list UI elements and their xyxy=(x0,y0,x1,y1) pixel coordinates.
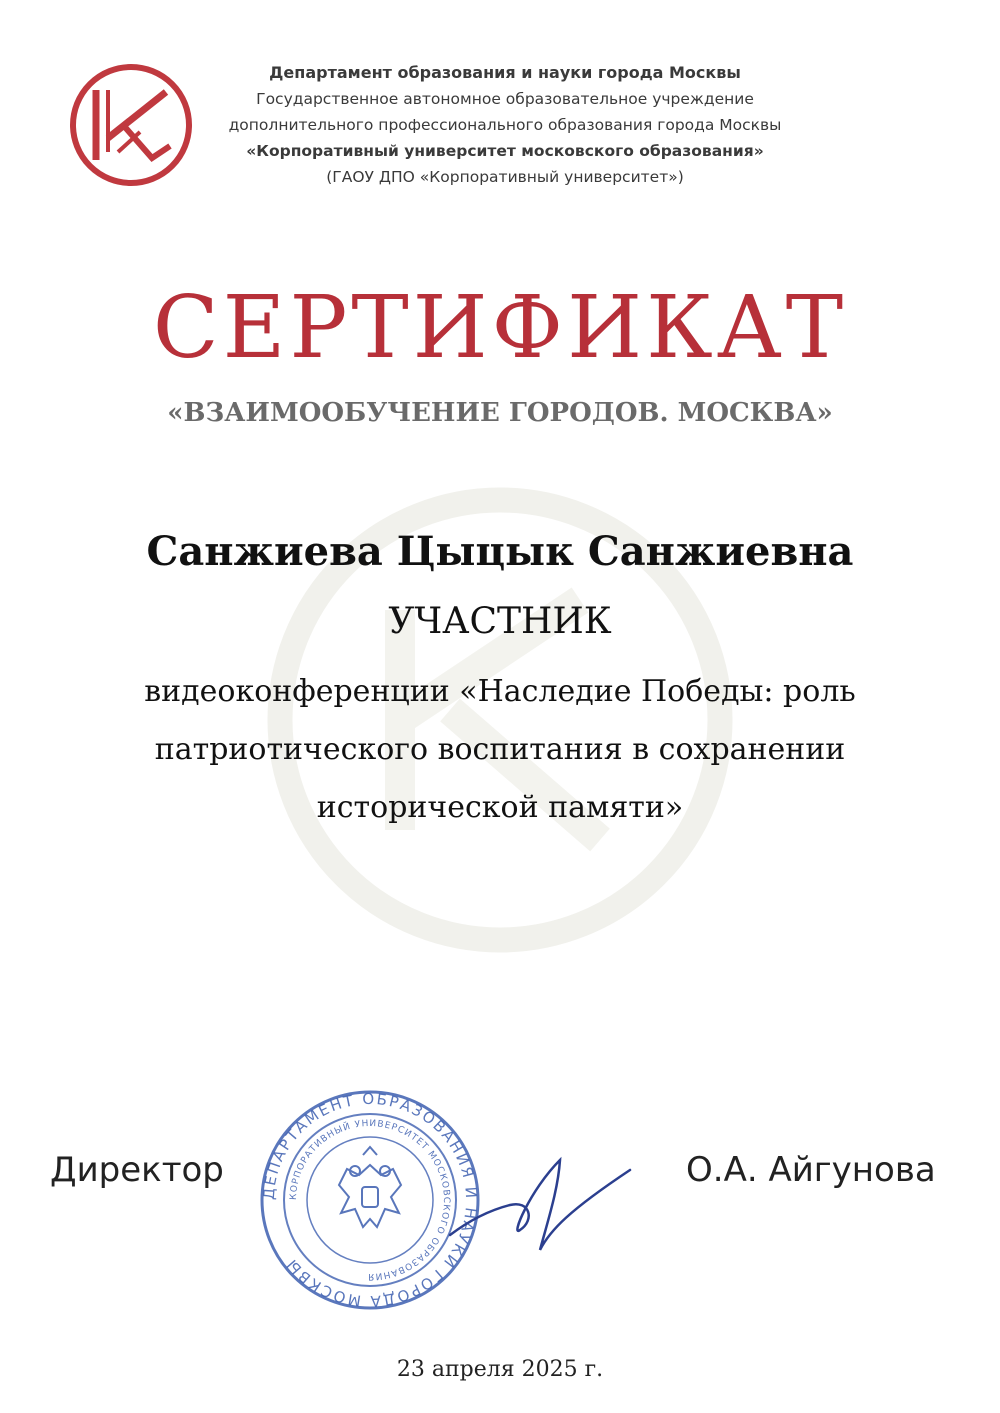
organization-header xyxy=(200,60,810,190)
institution-type: Государственное автономное образовательное учреждение xyxy=(256,90,754,108)
svg-text:КОРПОРАТИВНЫЙ УНИВЕРСИТЕТ МОСК: КОРПОРАТИВНЫЙ УНИВЕРСИТЕТ МОСКОВСКОГО ОБРАЗОВАНИЯ xyxy=(288,1118,452,1282)
department-name: Департамент образования и науки города Москвы xyxy=(269,63,741,82)
signature-icon xyxy=(440,1150,640,1260)
recipient-role: УЧАСТНИК xyxy=(388,601,612,642)
institution-short-name: (ГАОУ ДПО «Корпоративный университет») xyxy=(326,168,684,186)
institution-name: «Корпоративный университет московского образования» xyxy=(246,142,764,160)
event-line: видеоконференции «Наследие Победы: роль xyxy=(144,674,856,709)
event-description xyxy=(50,663,950,837)
svg-text:ДЕПАРТАМЕНТ ОБРАЗОВАНИЯ И НАУК: ДЕПАРТАМЕНТ ОБРАЗОВАНИЯ И НАУКИ ГОРОДА МОСКВЫ xyxy=(259,1089,481,1311)
certificate-subtitle: «ВЗАИМООБУЧЕНИЕ ГОРОДОВ. МОСКВА» xyxy=(167,398,833,428)
signer-position: Директор xyxy=(50,1150,224,1190)
certificate-title: СЕРТИФИКАТ xyxy=(152,278,848,378)
event-line: исторической памяти» xyxy=(316,790,684,825)
institution-type-continued: дополнительного профессионального образования города Москвы xyxy=(228,116,782,134)
issue-date: 23 апреля 2025 г. xyxy=(396,1357,604,1382)
signer-name: О.А. Айгунова xyxy=(686,1150,936,1190)
event-line: патриотического воспитания в сохранении xyxy=(154,732,846,767)
university-logo-icon xyxy=(66,60,196,190)
recipient-name: Санжиева Цыцык Санжиевна xyxy=(146,528,854,575)
